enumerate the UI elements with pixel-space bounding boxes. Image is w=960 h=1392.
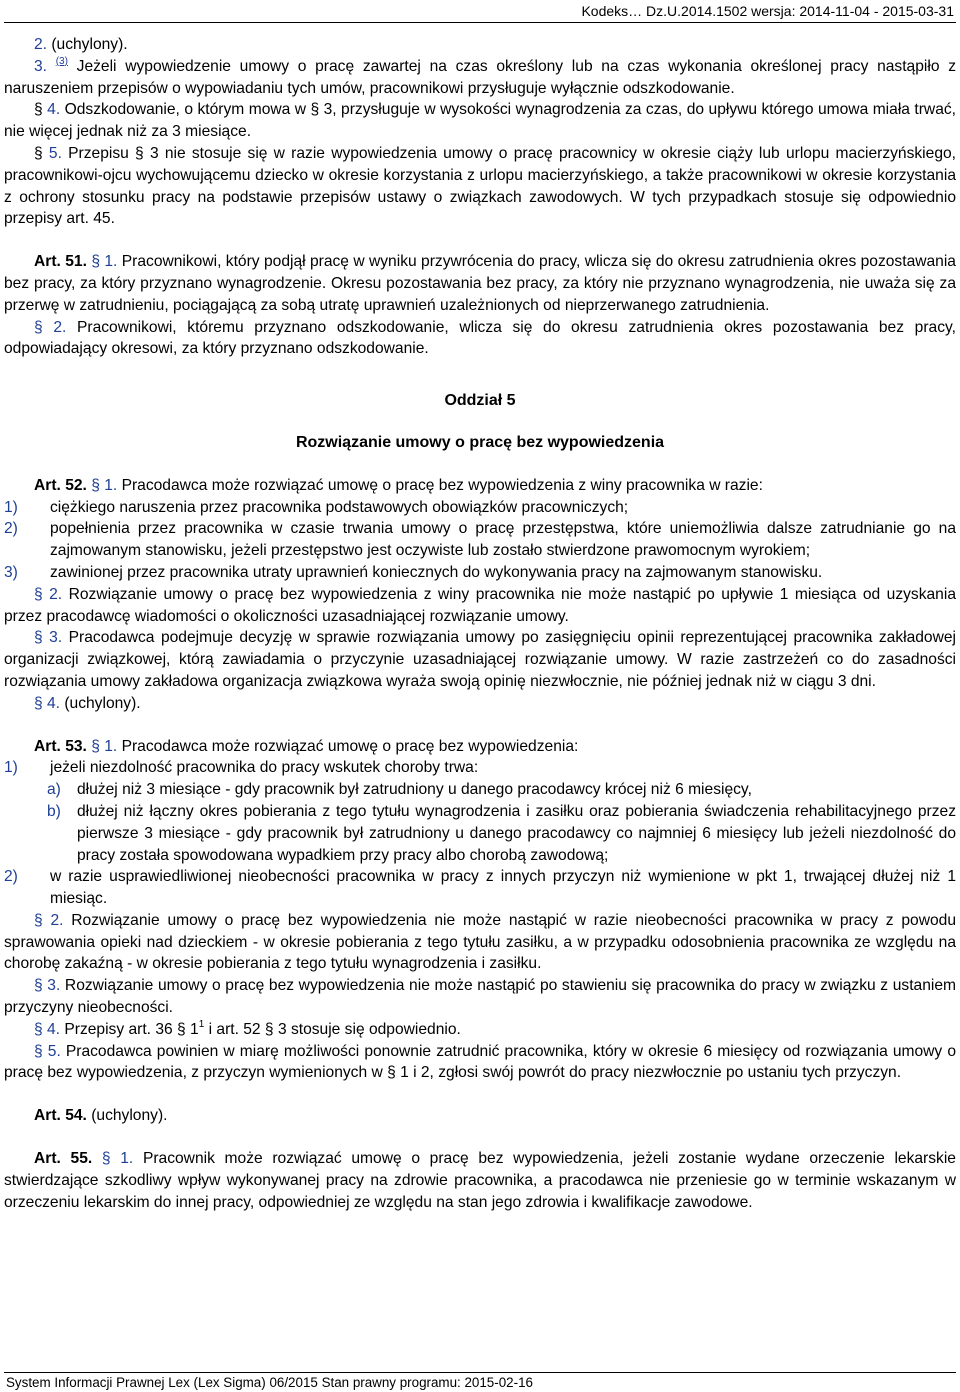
art50-par3 — [4, 56, 956, 100]
par-text: Pracownikowi, który podjął pracę w wyniku przywrócenia do pracy, wlicza się do okresu zatrudnienia okres pozostawania bez pracy, za który przyznano wynagrodzenie. Okresu pozostawania bez pracy, za który nie przyznano wynagrodzenia, nie uważa się za przerwę w zatrudnieniu, pociągającą za sobą utratę uprawnień uzależnionych od nieprzerwanego zatrudnienia. — [4, 253, 956, 314]
par-text: Pracodawca może rozwiązać umowę o pracę bez wypowiedzenia z winy pracownika w razie: — [117, 476, 763, 494]
item-number: 2) — [4, 520, 18, 538]
article-label: Art. 55. — [34, 1150, 93, 1168]
par-number: § 2. — [34, 318, 67, 336]
footer-divider — [4, 1372, 956, 1373]
par-number: 2. — [34, 36, 48, 53]
par-number: § 1. — [91, 253, 118, 271]
art53-par5 — [4, 1041, 956, 1085]
header-divider — [4, 22, 956, 23]
item-text: dłużej niż łączny okres pobierania z tego tytułu wynagrodzenia i zasiłku oraz pobierania świadczenia rehabilitacyjnego przez pierwsze 3 miesiące - gdy pracownik był zatrudniony u danego pracodawcy co najmniej 6 miesięcy lub jeżeli niezdolność do pracy została spowodowana wypadkiem przy pracy albo chorobą zawodową; — [77, 802, 956, 864]
article-label: Art. 51. — [34, 253, 87, 271]
item-text: dłużej niż 3 miesiące - gdy pracownik był zatrudniony u danego pracodawcy krócej niż 6 miesięcy, — [77, 781, 752, 799]
article-label: Art. 53. — [34, 737, 87, 755]
art51-par1 — [4, 251, 956, 316]
document-footer: System Informacji Prawnej Lex (Lex Sigma) 06/2015 Stan prawny programu: 2015-02-16 — [6, 1375, 533, 1390]
par-text: Pracownikowi, któremu przyznano odszkodowanie, wlicza się do okresu zatrudnienia okres pozostawania bez pracy, odpowiadający okresowi, za który przyznano odszkodowanie. — [4, 318, 956, 358]
item-number: 2) — [4, 868, 18, 886]
par-number: § 1. — [91, 737, 118, 755]
superscript: 1 — [198, 1018, 205, 1030]
art50-par2 — [4, 34, 956, 56]
section-sign: § — [34, 101, 43, 119]
list-item — [4, 757, 956, 779]
letter-number: b) — [47, 802, 61, 820]
par-number: § 2. — [34, 911, 64, 929]
section-heading: Oddział 5 — [444, 392, 516, 410]
art52-par2 — [4, 584, 956, 628]
art52-par1 — [4, 475, 956, 497]
art51-par2 — [4, 317, 956, 361]
art54 — [4, 1105, 956, 1127]
par-number: § 5. — [34, 1042, 61, 1060]
par-number: § 4. — [34, 1020, 61, 1038]
par-text: (uchylony). — [60, 694, 141, 712]
par-number: § 1. — [91, 476, 118, 494]
art53-par3 — [4, 975, 956, 1019]
item-text: jeżeli niezdolność pracownika do pracy wskutek choroby trwa: — [50, 759, 479, 777]
item-text: w razie usprawiedliwionej nieobecności pracownika w pracy z innych przyczyn niż wymienione w pkt 1, trwającej dłużej niż 1 miesiąc. — [50, 868, 956, 908]
item-text: zawinionej przez pracownika utraty uprawnień koniecznych do wykonywania pracy na zajmowanym stanowisku. — [50, 563, 823, 581]
art50-par5 — [4, 143, 956, 230]
par-number: § 2. — [34, 585, 63, 603]
item-number: 1) — [4, 498, 18, 516]
par-text: Jeżeli wypowiedzenie umowy o pracę zawartej na czas określony lub na czas wykonania określonej pracy nastąpiło z naruszeniem przepisów o wypowiadaniu tych umów, pracownikowi przysługuje wyłącznie odszkodowanie. — [4, 57, 956, 97]
par-text: Rozwiązanie umowy o pracę bez wypowiedzenia nie może nastąpić po stawieniu się pracownika do pracy w związku z ustaniem przyczyny nieobecności. — [4, 977, 956, 1017]
par-text: Pracodawca podejmuje decyzję w sprawie rozwiązania umowy po zasięgnięciu opinii reprezentującej pracownika zakładowej organizacji związkowej, którą zawiadamia o przyczynie uzasadniającej rozwiązanie umowy. W razie zastrzeżeń co do zasadności rozwiązania umowy zakładowa organizacja związkowa wyraża swoją opinię niezwłocznie, nie później jednak niż w ciągu 3 dni. — [4, 629, 957, 690]
par-number: § 4. — [34, 694, 61, 712]
document-header: Kodeks… Dz.U.2014.1502 wersja: 2014-11-04 - 2015-03-31 — [581, 3, 954, 19]
par-text: Pracodawca może rozwiązać umowę o pracę bez wypowiedzenia: — [117, 737, 579, 755]
par-text: Przepisu § 3 nie stosuje się w razie wypowiedzenia umowy o pracę pracownicy w okresie ciąży lub urlopu macierzyńskiego, pracownikowi-ojcu wychowującemu dziecko w okresie korzystania z urlopu macierzyńskiego, a także pracownikowi w okresie korzystania z ochrony stosunku pracy na podstawie przepisów ustawy o związkach zawodowych. W tych przypadkach stosuje się odpowiednio przepisy art. 45. — [4, 144, 956, 228]
art53-par2 — [4, 910, 956, 975]
sub-item — [4, 801, 956, 866]
item-number: 3) — [4, 563, 18, 581]
art52-par4 — [4, 693, 956, 715]
art53-par4 — [4, 1019, 956, 1041]
par-number: § 1. — [101, 1150, 134, 1168]
article-label: Art. 52. — [34, 476, 87, 494]
par-text: Rozwiązanie umowy o pracę bez wypowiedzenia nie może nastąpić w razie nieobecności pracownika w pracy z powodu sprawowania opieki nad dzieckiem - w okresie pobierania z tego tytułu zasiłku, a w przypadku odosobnienia pracownika ze względu na chorobę zakaźną - w okresie pobierania z tego tytułu wynagrodzenia i zasiłku. — [4, 911, 956, 973]
document-body — [4, 34, 956, 1213]
list-item — [4, 518, 956, 562]
par-text: Odszkodowanie, o którym mowa w § 3, przysługuje w wysokości wynagrodzenia za czas, do upływu którego umowa miała trwać, nie więcej jednak niż za 3 miesiące. — [4, 101, 956, 141]
par-number: 3. — [34, 57, 48, 75]
sub-item — [4, 779, 956, 801]
list-item — [4, 497, 956, 519]
art53-par1 — [4, 736, 956, 758]
item-number: 1) — [4, 759, 18, 777]
letter-number: a) — [47, 781, 61, 799]
par-text: (uchylony). — [86, 1107, 168, 1125]
art52-par3 — [4, 627, 956, 692]
art50-par4 — [4, 99, 956, 143]
art55-par1 — [4, 1148, 956, 1213]
par-text: i art. 52 § 3 stosuje się odpowiednio. — [204, 1020, 461, 1038]
par-number: 5. — [42, 144, 62, 162]
list-item — [4, 866, 956, 910]
par-number: 4. — [42, 101, 61, 119]
par-text: Pracownik może rozwiązać umowę o pracę bez wypowiedzenia, jeżeli zostanie wydane orzeczenie lekarskie stwierdzające szkodliwy wpływ wykonywanej pracy na zdrowie pracownika, a pracodawca nie przeniesie go w terminie wskazanym w orzeczeniu lekarskim do innej pracy, odpowiedniej ze względu na stan jego zdrowia i kwalifikacje zawodowe. — [4, 1150, 956, 1211]
par-text: (uchylony). — [47, 36, 128, 53]
item-text: ciężkiego naruszenia przez pracownika podstawowych obowiązków pracowniczych; — [50, 498, 629, 516]
section-title: Rozwiązanie umowy o pracę bez wypowiedzenia — [295, 433, 665, 451]
par-number: § 3. — [34, 977, 61, 995]
par-number: § 3. — [34, 629, 63, 647]
par-text: Rozwiązanie umowy o pracę bez wypowiedzenia z winy pracownika nie może nastąpić po upływie 1 miesiąca od uzyskania przez pracodawcę wiadomości o okoliczności uzasadniającej rozwiązanie umowy. — [4, 585, 956, 625]
par-text: Pracodawca powinien w miarę możliwości ponownie zatrudnić pracownika, który w okresie 6 miesięcy od rozwiązania umowy o pracę bez wypowiedzenia, z przyczyn wymienionych w § 1 i 2, zgłosi swój powrót do pracy niezwłocznie po ustaniu tych przyczyn. — [4, 1042, 956, 1082]
par-text: Przepisy art. 36 § 1 — [60, 1020, 199, 1038]
footnote-link[interactable]: (3) — [55, 55, 68, 67]
list-item — [4, 562, 956, 584]
item-text: popełnienia przez pracownika w czasie trwania umowy o pracę przestępstwa, które uniemożliwia dalsze zatrudnianie go na zajmowanym stanowisku, jeżeli przestępstwo jest oczywiste lub zostało stwierdzone prawomocnym wyrokiem; — [50, 520, 956, 560]
section-sign: § — [34, 144, 43, 162]
article-label: Art. 54. — [34, 1107, 87, 1125]
